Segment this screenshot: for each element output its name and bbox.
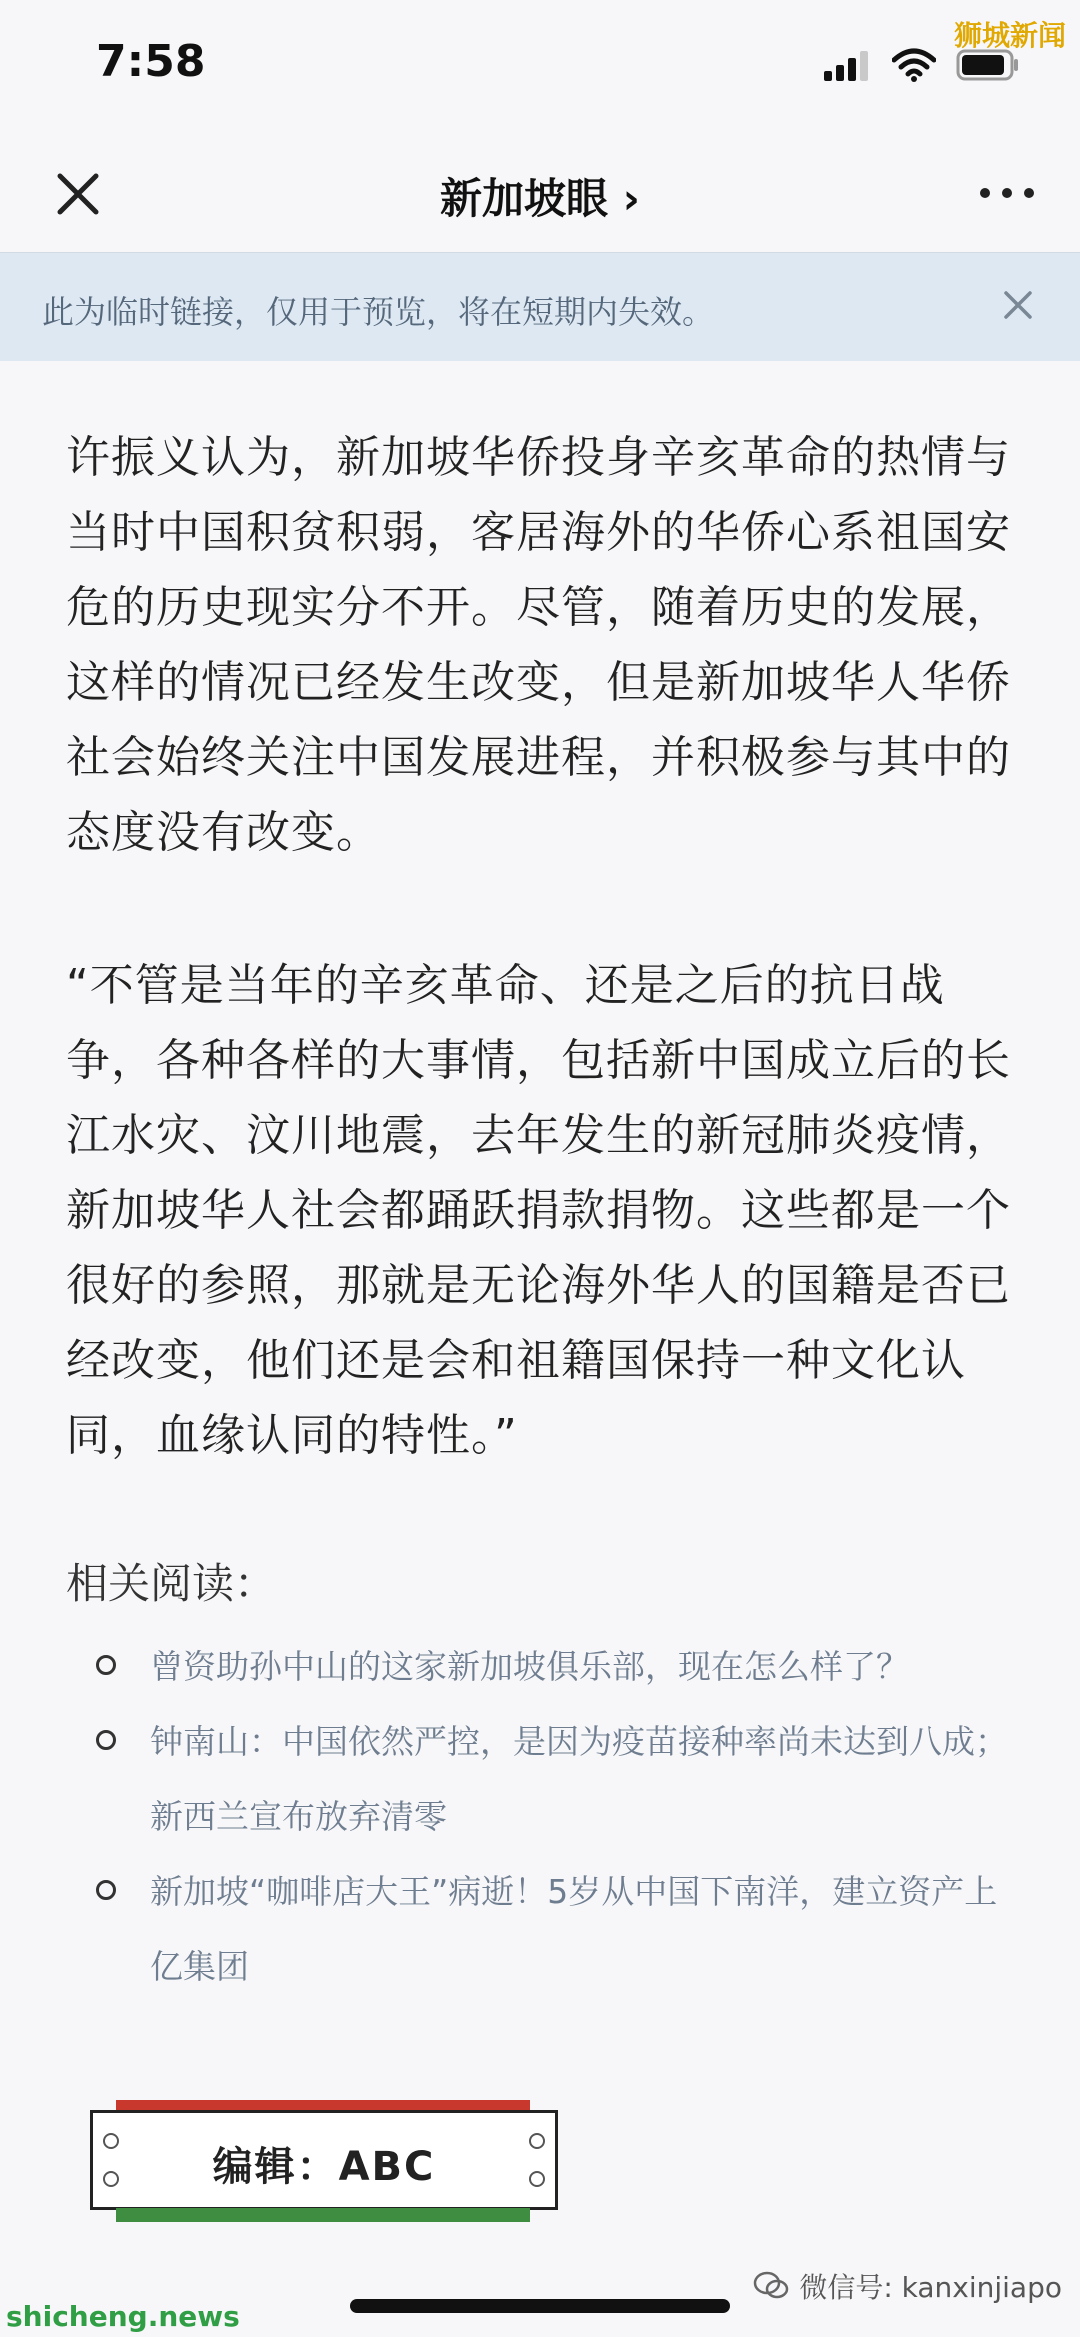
editor-credit-box bbox=[90, 2100, 562, 2222]
watermark-bottom-right bbox=[753, 2266, 1062, 2306]
account-title[interactable]: 新加坡眼 › bbox=[440, 174, 640, 223]
banner-close-icon[interactable] bbox=[996, 283, 1040, 327]
bullet-icon bbox=[96, 1655, 116, 1675]
status-bar bbox=[0, 0, 1080, 140]
wechat-icon bbox=[753, 2271, 789, 2301]
status-time: 7:58 bbox=[96, 36, 206, 87]
home-indicator[interactable] bbox=[350, 2299, 730, 2313]
related-link-text[interactable]: 曾资助孙中山的这家新加坡俱乐部，现在怎么样了？ bbox=[150, 1647, 909, 1686]
watermark-bottom-right-text: 微信号: kanxinjiapo bbox=[799, 2271, 1062, 2304]
bullet-icon bbox=[96, 1730, 116, 1750]
nav-bar bbox=[0, 140, 1080, 252]
article-body bbox=[66, 420, 1026, 2004]
signal-icon bbox=[822, 49, 872, 81]
preview-banner bbox=[0, 252, 1080, 361]
bullet-icon bbox=[96, 1880, 116, 1900]
related-reading-heading: 相关阅读： bbox=[66, 1559, 277, 1608]
related-link-text[interactable]: 新加坡“咖啡店大王”病逝！5岁从中国下南洋，建立资产上亿集团 bbox=[150, 1872, 998, 1986]
related-link-text[interactable]: 钟南山：中国依然严控，是因为疫苗接种率尚未达到八成；新西兰宣布放弃清零 bbox=[150, 1722, 1008, 1836]
related-link[interactable] bbox=[66, 1629, 1026, 1704]
editor-frame bbox=[90, 2110, 558, 2210]
article-paragraph: “不管是当年的辛亥革命、还是之后的抗日战争，各种各样的大事情，包括新中国成立后的长江水灾、汶川地震，去年发生的新冠肺炎疫情，新加坡华人社会都踊跃捐款捐物。这些都是一个很好的参照，那就是无论海外华人的国籍是否已经改变，他们还是会和祖籍国保持一种文化认同，血缘认同的特性。” bbox=[66, 960, 1011, 1461]
editor-label: 编辑：ABC bbox=[212, 2144, 436, 2190]
watermark-top: 狮城新闻 bbox=[953, 19, 1066, 52]
related-link[interactable] bbox=[66, 1854, 1026, 2004]
editor-green-stripe bbox=[116, 2208, 530, 2222]
related-link[interactable] bbox=[66, 1704, 1026, 1854]
related-reading-list bbox=[66, 1629, 1026, 2004]
wifi-icon bbox=[892, 48, 936, 82]
article-paragraph: 许振义认为，新加坡华侨投身辛亥革命的热情与当时中国积贫积弱，客居海外的华侨心系祖国安危的历史现实分不开。尽管，随着历史的发展，这样的情况已经发生改变，但是新加坡华人华侨社会始终关注中国发展进程，并积极参与其中的态度没有改变。 bbox=[66, 432, 1011, 858]
watermark-bottom-left: shicheng.news bbox=[6, 2300, 240, 2333]
banner-text: 此为临时链接，仅用于预览，将在短期内失效。 bbox=[42, 293, 715, 331]
more-icon[interactable] bbox=[980, 188, 1034, 198]
